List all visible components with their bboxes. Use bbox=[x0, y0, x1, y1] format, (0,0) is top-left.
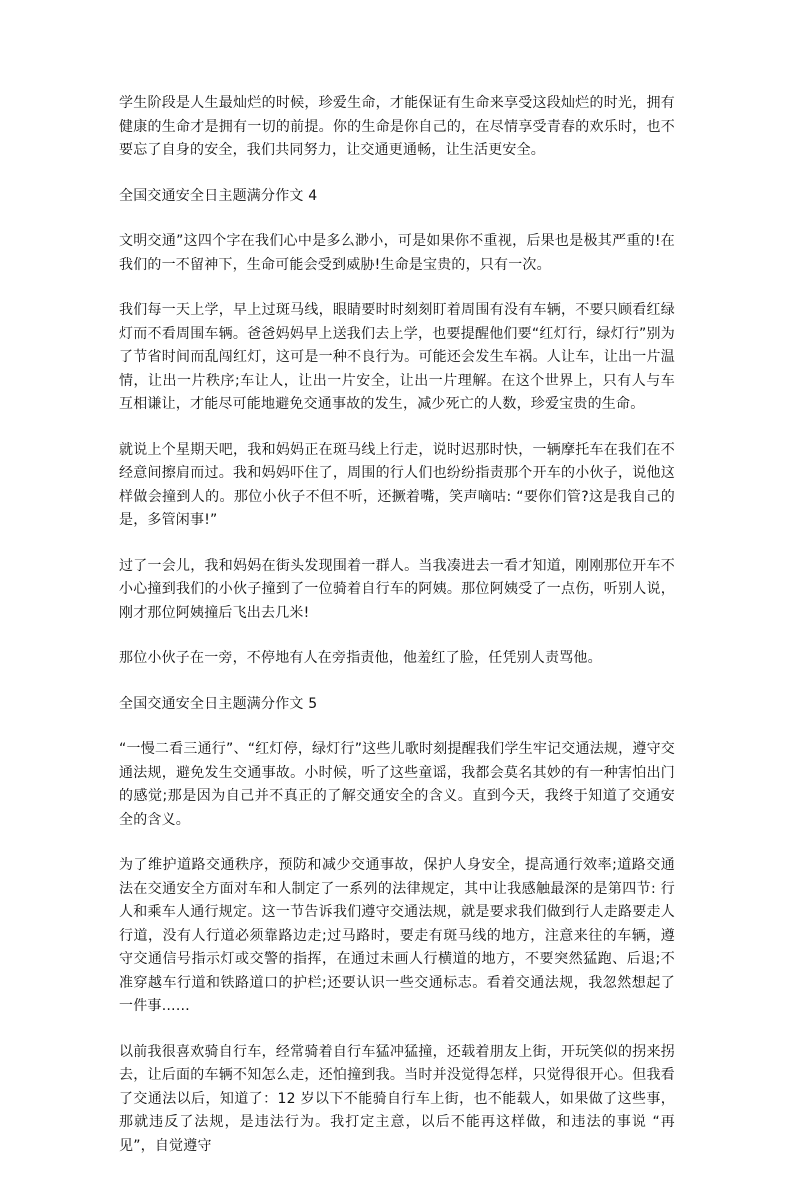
document-page bbox=[119, 92, 675, 1180]
paragraph-essay4-3: 就说上个星期天吧，我和妈妈正在斑马线上行走，说时迟那时快，一辆摩托车在我们在不经意间擦肩而过。我和妈妈吓住了，周围的行人们也纷纷指责那个开车的小伙子，说他这样做会撞到人的。那位小伙子不但不听，还撅着嘴，笑声嘀咕: “要你们管?这是我自己的是，多管闲事!” bbox=[119, 441, 675, 528]
essay-4-heading: 全国交通安全日主题满分作文 4 bbox=[119, 187, 318, 204]
paragraph-intro: 学生阶段是人生最灿烂的时候，珍爱生命，才能保证有生命来享受这段灿烂的时光，拥有健康的生命才是拥有一切的前提。你的生命是你自己的，在尽情享受青春的欢乐时，也不要忘了自身的安全，我们共同努力，让交通更通畅，让生活更安全。 bbox=[119, 95, 675, 158]
paragraph-essay5-3: 以前我很喜欢骑自行车，经常骑着自行车猛冲猛撞，还载着朋友上街，开玩笑似的拐来拐去，让后面的车辆不知怎么走，还怕撞到我。当时并没觉得怎样，只觉得很开心。但我看了交通法以后，知道了：12 岁以下不能骑自行车上街，也不能载人，如果做了这些事，那就违反了法规，是违法行为。我打定主意，以后不能再这样做，和违法的事说 “再见”，自觉遵守 bbox=[119, 1043, 675, 1154]
paragraph-essay4-1: 文明交通”这四个字在我们心中是多么渺小，可是如果你不重视，后果也是极其严重的!在我们的一不留神下，生命可能会受到威胁!生命是宝贵的，只有一次。 bbox=[119, 233, 675, 273]
paragraph-essay4-4: 过了一会儿，我和妈妈在街头发现围着一群人。当我凑进去一看才知道，刚刚那位开车不小心撞到我们的小伙子撞到了一位骑着自行车的阿姨。那位阿姨受了一点伤，听别人说，刚才那位阿姨撞后飞出去几米! bbox=[119, 557, 675, 621]
paragraph-essay4-2: 我们每一天上学，早上过斑马线，眼睛要时时刻刻盯着周围有没有车辆，不要只顾看红绿灯而不看周围车辆。爸爸妈妈早上送我们去上学，也要提醒他们要“红灯行，绿灯行”别为了节省时间而乱闯红灯，这可是一种不良行为。可能还会发生车祸。人让车，让出一片温情，让出一片秩序;车让人，让出一片安全，让出一片理解。在这个世界上，只有人与车互相谦让，才能尽可能地避免交通事故的发生，减少死亡的人数，珍爱宝贵的生命。 bbox=[119, 302, 675, 412]
essay-5-heading: 全国交通安全日主题满分作文 5 bbox=[119, 695, 318, 712]
paragraph-essay5-1: “一慢二看三通行”、“红灯停，绿灯行”这些儿歌时刻提醒我们学生牢记交通法规，遵守交通法规，避免发生交通事故。小时候，听了这些童谣，我都会莫名其妙的有一种害怕出门的感觉;那是因为自己并不真正的了解交通安全的含义。直到今天，我终于知道了交通安全的含义。 bbox=[119, 741, 675, 828]
paragraph-essay5-2: 为了维护道路交通秩序，预防和减少交通事故，保护人身安全，提高通行效率;道路交通法在交通安全方面对车和人制定了一系列的法律规定，其中让我感触最深的是第四节: 行人和乘车人通行规定。这一节告诉我们遵守交通法规，就是要求我们做到行人走路要走人行道，没有人行道必须靠路边走;过马路时，要走有斑马线的地方，注意来往的车辆，遵守交通信号指示灯或交警的指挥，在通过未画人行横道的地方，不要突然猛跑、后退;不准穿越车行道和铁路道口的护栏;还要认识一些交通标志。看着交通法规，我忽然想起了一件事…… bbox=[119, 857, 675, 1014]
paragraph-essay4-5: 那位小伙子在一旁，不停地有人在旁指责他，他羞红了脸，任凭别人责骂他。 bbox=[119, 650, 602, 666]
